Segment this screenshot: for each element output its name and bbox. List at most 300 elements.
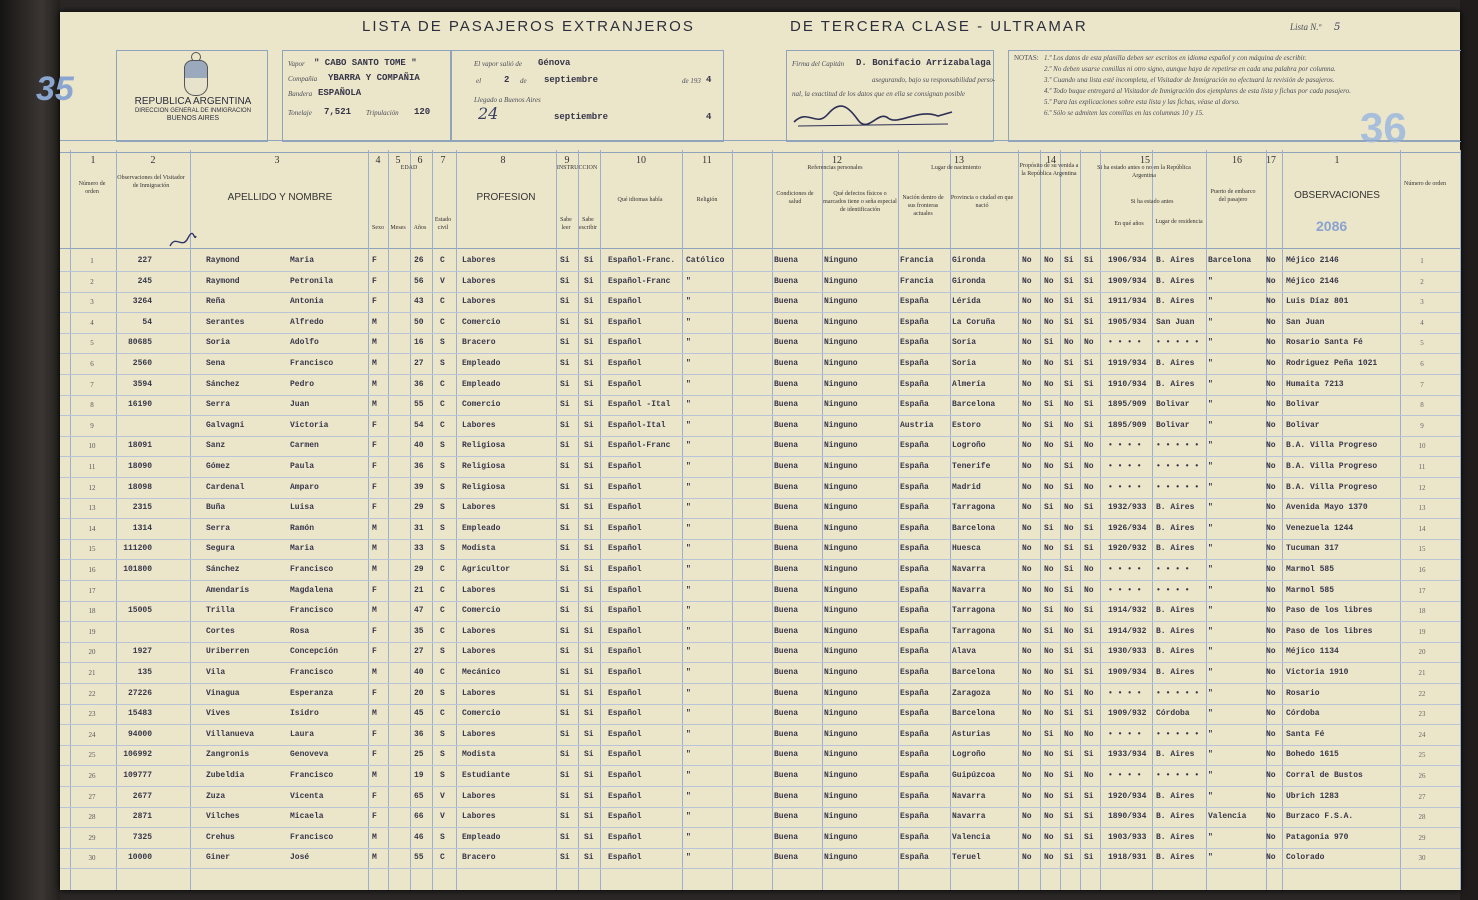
cell-nom: Maria <box>290 256 315 265</box>
cell-obs: 94000 <box>127 729 152 739</box>
cell-nacion: España <box>900 338 929 348</box>
cell-obs: 18090 <box>127 462 152 471</box>
cell-p2: No <box>1044 441 1054 451</box>
cell-p3: Si <box>1064 379 1074 389</box>
coat-of-arms <box>184 60 208 96</box>
cell-salud: Buena <box>774 256 799 265</box>
cell-p2: Si <box>1044 606 1054 616</box>
cell-rel: " <box>686 771 691 780</box>
cell-salud: Buena <box>774 565 799 574</box>
cell-salud: Buena <box>774 379 799 389</box>
row-line <box>60 312 1460 313</box>
cell-leer: Si <box>560 256 570 265</box>
grid-column-line <box>556 150 557 890</box>
cell-puerto: " <box>1208 750 1213 760</box>
row-number-right: 30 <box>1418 854 1426 863</box>
cell-puerto: " <box>1208 647 1213 657</box>
row-line <box>60 353 1460 354</box>
cell-anos: 1920/934 <box>1108 791 1147 801</box>
cell-def: Ninguno <box>824 441 858 451</box>
cell-p3: Si <box>1064 832 1074 842</box>
cell-nom: Adolfo <box>290 338 319 348</box>
cell-esc: Si <box>584 709 594 719</box>
cell-rel: " <box>686 523 691 533</box>
cell-anos: 1909/932 <box>1108 709 1147 719</box>
salio-label: El vapor salió de <box>474 60 523 68</box>
cell-edad: 19 <box>414 771 424 780</box>
cell-p3: No <box>1064 400 1074 410</box>
cell-p4: Si <box>1084 668 1094 677</box>
cell-edad: 21 <box>414 585 424 595</box>
cell-prof: Empleado <box>462 379 501 389</box>
cell-p1: No <box>1022 256 1032 265</box>
cell-lugar: B. Aires <box>1156 359 1195 368</box>
cell-p3: No <box>1064 606 1074 616</box>
cell-idioma: Español <box>608 729 642 739</box>
cell-def: Ninguno <box>824 626 858 636</box>
cell-leer: Si <box>560 420 570 430</box>
cell-puerto: " <box>1208 791 1213 801</box>
cell-rel: " <box>686 585 691 595</box>
cell-obs2: Marmol 585 <box>1286 585 1335 595</box>
cell-lugar: B. Aires <box>1156 791 1195 801</box>
cell-p1: No <box>1022 462 1032 471</box>
cell-leer: Si <box>560 359 570 368</box>
cell-sexo: F <box>372 791 377 801</box>
notes-label: NOTAS: <box>1014 54 1039 62</box>
cell-s16: No <box>1266 729 1276 739</box>
cell-prof: Comercio <box>462 606 501 616</box>
cell-esc: Si <box>584 503 594 513</box>
row-number: 29 <box>88 833 96 842</box>
cell-lugar: B. Aires <box>1156 606 1195 616</box>
column-number: 17 <box>1266 155 1276 166</box>
cell-lugar: B. Aires <box>1156 276 1195 286</box>
column-number: 15 <box>1140 155 1150 166</box>
cell-s16: No <box>1266 606 1276 616</box>
row-number-right: 2 <box>1420 277 1424 286</box>
cell-nacion: España <box>900 400 929 410</box>
grid-column-line <box>1152 150 1153 890</box>
cell-def: Ninguno <box>824 729 858 739</box>
cell-ec: C <box>440 585 445 595</box>
cell-prov: Logroño <box>952 750 986 760</box>
cell-p1: No <box>1022 297 1032 307</box>
row-number-right: 19 <box>1418 627 1426 636</box>
cell-def: Ninguno <box>824 565 858 574</box>
cell-prof: Modista <box>462 750 496 760</box>
header-condiciones: Condiciones de salud <box>776 191 814 205</box>
cell-sexo: M <box>372 400 377 410</box>
cell-edad: 29 <box>414 565 424 574</box>
row-number-right: 4 <box>1420 318 1424 327</box>
cell-obs2: San Juan <box>1286 317 1325 327</box>
grid-column-line <box>578 150 579 890</box>
row-number: 10 <box>88 442 96 451</box>
cell-prof: Labores <box>462 729 496 739</box>
cell-ec: S <box>440 359 445 368</box>
cell-p2: No <box>1044 544 1054 554</box>
row-number: 1 <box>90 257 94 265</box>
cell-prov: Soria <box>952 338 977 348</box>
cell-prof: Comercio <box>462 709 501 719</box>
cell-obs2: Rosario <box>1286 688 1320 698</box>
cell-def: Ninguno <box>824 832 858 842</box>
column-number: 3 <box>274 155 280 166</box>
cell-salud: Buena <box>774 729 799 739</box>
cell-esc: Si <box>584 688 594 698</box>
cell-p1: No <box>1022 750 1032 760</box>
note-3: 3.º Cuando una lista esté incompleta, el Visitador de Inmigración no efectuará la revisión de pasajeros. <box>1044 76 1335 84</box>
cell-s16: No <box>1266 317 1276 327</box>
cell-obs2: B.A. Villa Progreso <box>1286 462 1378 471</box>
cell-sexo: F <box>372 441 377 451</box>
cell-idioma: Español <box>608 462 642 471</box>
row-number: 22 <box>88 689 96 698</box>
cell-anos: 1930/933 <box>1108 647 1147 657</box>
cell-leer: Si <box>560 276 570 286</box>
cell-def: Ninguno <box>824 709 858 719</box>
cell-def: Ninguno <box>824 338 858 348</box>
cell-anos: 1911/934 <box>1108 297 1147 307</box>
cell-obs2: Ubrich 1283 <box>1286 791 1339 801</box>
row-number: 6 <box>90 360 94 368</box>
header-numero-right: Número de orden <box>1404 181 1446 187</box>
row-number-right: 8 <box>1420 401 1424 410</box>
cell-p4: No <box>1084 462 1094 471</box>
grid-column-line <box>682 150 683 890</box>
cell-rel: " <box>686 606 691 616</box>
row-number-right: 18 <box>1418 607 1426 616</box>
row-number-right: 23 <box>1418 710 1426 719</box>
cell-ap: Galvagni <box>206 420 245 430</box>
cell-nom: Francisco <box>290 565 334 574</box>
cell-p1: No <box>1022 771 1032 780</box>
cell-lugar: • • • • • <box>1156 688 1200 698</box>
cell-puerto: " <box>1208 565 1213 574</box>
grid-column-line <box>1400 150 1401 890</box>
title-left: LISTA DE PASAJEROS EXTRANJEROS <box>362 18 695 35</box>
cell-nacion: Francia <box>900 276 934 286</box>
row-line <box>60 559 1460 560</box>
cell-s16: No <box>1266 709 1276 719</box>
cell-nacion: España <box>900 853 929 863</box>
cell-obs2: B.A. Villa Progreso <box>1286 441 1378 451</box>
cell-obs: 3594 <box>132 379 152 389</box>
cell-esc: Si <box>584 668 594 677</box>
column-number: 9 <box>564 155 570 166</box>
cell-idioma: Español <box>608 688 642 698</box>
cell-prov: Almería <box>952 379 986 389</box>
cell-p1: No <box>1022 585 1032 595</box>
cell-nacion: España <box>900 668 929 677</box>
cell-s16: No <box>1266 256 1276 265</box>
cell-p1: No <box>1022 544 1032 554</box>
cell-anos: 1919/934 <box>1108 359 1147 368</box>
cell-p4: Si <box>1084 379 1094 389</box>
row-line <box>60 642 1460 643</box>
cell-edad: 39 <box>414 482 424 492</box>
cell-prof: Labores <box>462 297 496 307</box>
cell-p3: Si <box>1064 441 1074 451</box>
header-proposito: Propósito de su venida a la República Argentina <box>1019 163 1079 177</box>
cell-sexo: M <box>372 853 377 863</box>
row-line <box>60 456 1460 457</box>
cell-esc: Si <box>584 853 594 863</box>
cell-nacion: España <box>900 606 929 616</box>
cell-obs: 3264 <box>132 297 152 307</box>
cell-leer: Si <box>560 503 570 513</box>
cell-idioma: Español <box>608 565 642 574</box>
cell-esc: Si <box>584 441 594 451</box>
cell-sexo: M <box>372 523 377 533</box>
cell-prov: Navarra <box>952 812 986 822</box>
cell-prov: La Coruña <box>952 317 996 327</box>
cell-ec: S <box>440 771 445 780</box>
departure-month: septiembre <box>544 75 599 85</box>
cell-ap: Sánchez <box>206 379 240 389</box>
cell-prof: Empleado <box>462 832 501 842</box>
cell-leer: Si <box>560 668 570 677</box>
cell-rel: " <box>686 688 691 698</box>
cell-anos: 1903/933 <box>1108 832 1147 842</box>
cell-obs: 2677 <box>132 791 152 801</box>
cell-s16: No <box>1266 832 1276 842</box>
cell-anos: 1905/934 <box>1108 317 1147 327</box>
cell-esc: Si <box>584 482 594 492</box>
cell-p1: No <box>1022 379 1032 389</box>
cell-s16: No <box>1266 750 1276 760</box>
cell-p2: No <box>1044 832 1054 842</box>
cell-p3: Si <box>1064 359 1074 368</box>
cell-p4: No <box>1084 482 1094 492</box>
cell-esc: Si <box>584 544 594 554</box>
passenger-list-sheet <box>36 12 1460 890</box>
cell-leer: Si <box>560 688 570 698</box>
cell-sexo: F <box>372 482 377 492</box>
header-si-ha-estado: Si ha estado antes <box>1130 199 1174 205</box>
cell-salud: Buena <box>774 606 799 616</box>
row-number: 5 <box>90 339 94 348</box>
cell-esc: Si <box>584 565 594 574</box>
cell-prov: Tarragona <box>952 503 996 513</box>
cell-obs2: Luis Díaz 801 <box>1286 297 1349 307</box>
cell-p2: No <box>1044 812 1054 822</box>
column-number: 4 <box>375 155 381 166</box>
cell-nom: Micaela <box>290 812 324 822</box>
cell-p3: Si <box>1064 647 1074 657</box>
cell-p1: No <box>1022 276 1032 286</box>
cell-def: Ninguno <box>824 585 858 595</box>
cell-leer: Si <box>560 482 570 492</box>
cell-esc: Si <box>584 771 594 780</box>
cell-idioma: Español-Franc <box>608 276 671 286</box>
cell-p4: Si <box>1084 420 1094 430</box>
cell-puerto: " <box>1208 832 1213 842</box>
cell-obs: 10000 <box>127 853 152 863</box>
cell-p3: Si <box>1064 771 1074 780</box>
cell-esc: Si <box>584 832 594 842</box>
cell-sexo: M <box>372 317 377 327</box>
row-number-right: 1 <box>1420 257 1424 265</box>
cell-p2: No <box>1044 276 1054 286</box>
cell-prov: Barcelona <box>952 400 996 410</box>
cell-nacion: España <box>900 317 929 327</box>
cell-p2: Si <box>1044 729 1054 739</box>
cell-esc: Si <box>584 729 594 739</box>
cell-rel: " <box>686 832 691 842</box>
cell-nom: Francisco <box>290 668 334 677</box>
cell-esc: Si <box>584 523 594 533</box>
cell-ap: Sanz <box>206 441 226 451</box>
row-number-right: 7 <box>1420 380 1424 389</box>
row-number: 21 <box>88 669 96 677</box>
cell-prov: Tenerife <box>952 462 991 471</box>
cell-p2: No <box>1044 379 1054 389</box>
cell-lugar: • • • • • <box>1156 729 1200 739</box>
cell-salud: Buena <box>774 585 799 595</box>
cell-obs: 80685 <box>127 338 152 348</box>
cell-sexo: M <box>372 606 377 616</box>
row-number: 15 <box>88 545 96 554</box>
cell-ec: C <box>440 317 445 327</box>
cell-obs: 1927 <box>132 647 152 657</box>
cell-edad: 36 <box>414 462 424 471</box>
column-number: 11 <box>702 155 712 166</box>
cell-def: Ninguno <box>824 359 858 368</box>
cell-prof: Labores <box>462 420 496 430</box>
cell-p2: No <box>1044 688 1054 698</box>
cell-nacion: España <box>900 585 929 595</box>
cell-ec: S <box>440 482 445 492</box>
cell-obs2: Rosario Santa Fé <box>1286 338 1363 348</box>
cell-leer: Si <box>560 606 570 616</box>
cell-anos: 1933/934 <box>1108 750 1147 760</box>
column-number: 1 <box>1334 155 1340 166</box>
cell-esc: Si <box>584 647 594 657</box>
cell-p3: Si <box>1064 276 1074 286</box>
cell-s16: No <box>1266 276 1276 286</box>
cell-esc: Si <box>584 379 594 389</box>
cell-puerto: " <box>1208 771 1213 780</box>
row-number-right: 20 <box>1418 648 1426 657</box>
cell-idioma: Español <box>608 791 642 801</box>
cell-p1: No <box>1022 812 1032 822</box>
row-number-right: 5 <box>1420 339 1424 348</box>
cell-anos: • • • • <box>1108 688 1142 698</box>
cell-p2: No <box>1044 853 1054 863</box>
cell-rel: " <box>686 791 691 801</box>
row-line <box>60 374 1460 375</box>
cell-puerto: Barcelona <box>1208 256 1252 265</box>
row-line <box>60 807 1460 808</box>
cell-p2: No <box>1044 256 1054 265</box>
row-line <box>60 765 1460 766</box>
cell-idioma: Español <box>608 626 642 636</box>
cell-esc: Si <box>584 626 594 636</box>
cell-prov: Teruel <box>952 853 981 863</box>
cell-s16: No <box>1266 523 1276 533</box>
cell-p3: Si <box>1064 812 1074 822</box>
cell-idioma: Español-Ital <box>608 420 666 430</box>
row-number: 26 <box>88 772 96 780</box>
cell-leer: Si <box>560 812 570 822</box>
cell-p1: No <box>1022 647 1032 657</box>
row-number: 7 <box>90 380 94 389</box>
column-number: 2 <box>150 155 156 166</box>
cell-obs2: Méjico 2146 <box>1286 256 1339 265</box>
cell-nom: Esperanza <box>290 688 334 698</box>
cell-p1: No <box>1022 832 1032 842</box>
cell-edad: 26 <box>414 256 424 265</box>
compania-value: YBARRA Y COMPAÑIA <box>328 73 420 83</box>
captain-signature <box>788 100 958 130</box>
cell-nacion: España <box>900 503 929 513</box>
cell-obs2: Humaita 7213 <box>1286 379 1344 389</box>
header-en-que-anos: En qué años <box>1114 221 1144 227</box>
cell-obs: 101800 <box>123 565 152 574</box>
grid-column-line <box>368 150 369 890</box>
row-number-right: 14 <box>1418 524 1426 533</box>
cell-ec: S <box>440 523 445 533</box>
cell-def: Ninguno <box>824 812 858 822</box>
cell-esc: Si <box>584 750 594 760</box>
cell-ap: Uriberren <box>206 647 250 657</box>
vapor-label: Vapor <box>288 60 305 68</box>
cell-ec: V <box>440 791 445 801</box>
cell-p3: Si <box>1064 482 1074 492</box>
cell-idioma: Español -Ital <box>608 400 671 410</box>
header-sexo: Sexo <box>372 225 384 231</box>
cell-anos: • • • • <box>1108 565 1142 574</box>
cell-edad: 16 <box>414 338 424 348</box>
cell-p4: Si <box>1084 606 1094 616</box>
cell-leer: Si <box>560 441 570 451</box>
cell-puerto: " <box>1208 585 1213 595</box>
book-binding <box>0 0 60 900</box>
cell-prov: Estoro <box>952 420 981 430</box>
row-number-right: 6 <box>1420 360 1424 368</box>
header-instruccion: INSTRUCCION <box>556 165 598 171</box>
cell-salud: Buena <box>774 709 799 719</box>
cell-puerto: " <box>1208 297 1213 307</box>
cell-leer: Si <box>560 338 570 348</box>
cell-leer: Si <box>560 791 570 801</box>
cell-prof: Religiosa <box>462 462 506 471</box>
row-line <box>60 518 1460 519</box>
grid-column-line <box>1206 150 1207 890</box>
cell-def: Ninguno <box>824 750 858 760</box>
cell-prof: Labores <box>462 256 496 265</box>
cell-salud: Buena <box>774 359 799 368</box>
cell-p1: No <box>1022 688 1032 698</box>
cell-p2: No <box>1044 791 1054 801</box>
cell-leer: Si <box>560 626 570 636</box>
cell-ap: Serra <box>206 400 231 410</box>
agency-line2: DIRECCION GENERAL DE INMIGRACION <box>134 108 252 114</box>
cell-edad: 47 <box>414 606 424 616</box>
cell-rel: " <box>686 359 691 368</box>
row-line <box>60 395 1460 396</box>
cell-p3: No <box>1064 729 1074 739</box>
bandera-value: ESPAÑOLA <box>318 88 362 98</box>
cell-leer: Si <box>560 750 570 760</box>
cell-obs2: Colorado <box>1286 853 1325 863</box>
cell-nom: Francisco <box>290 359 334 368</box>
cell-salud: Buena <box>774 400 799 410</box>
cell-edad: 27 <box>414 359 424 368</box>
row-number: 12 <box>88 483 96 492</box>
